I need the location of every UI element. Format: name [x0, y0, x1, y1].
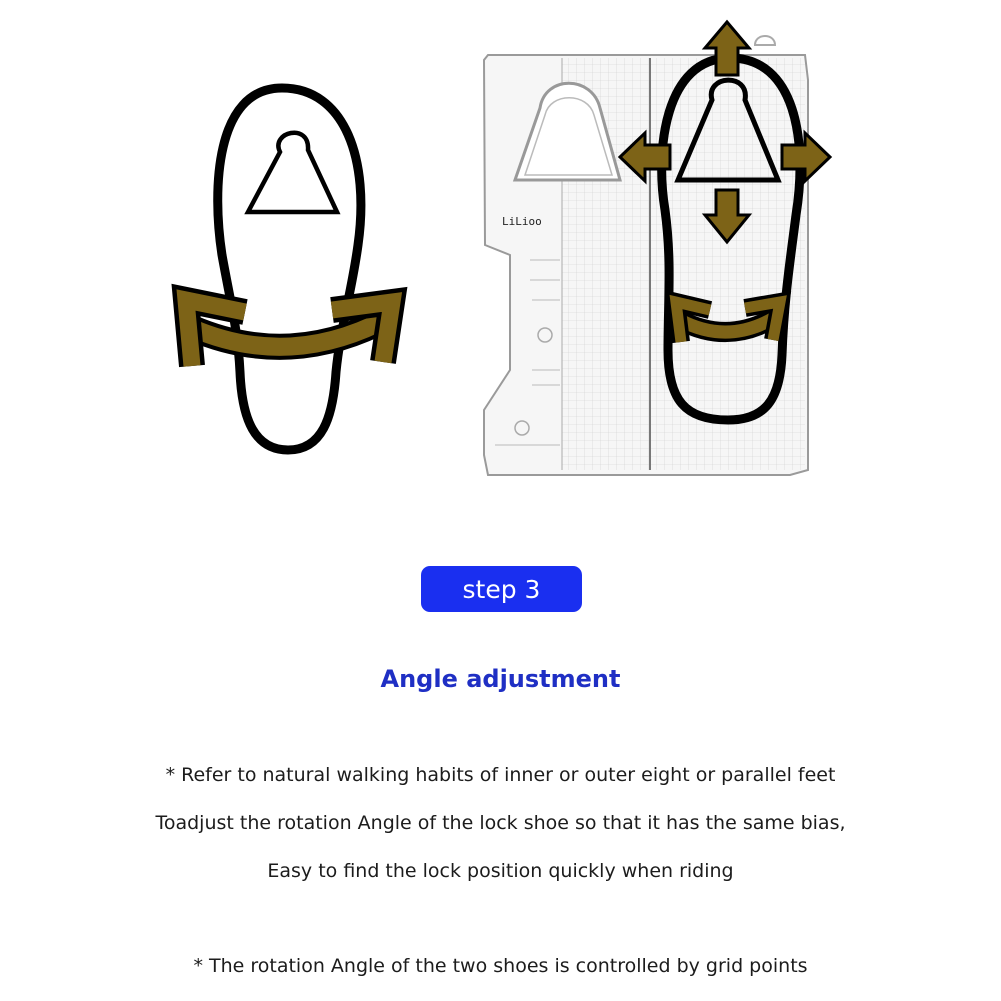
board-brand: LiLioo — [502, 215, 542, 228]
grid-note: * The rotation Angle of the two shoes is controlled by grid points — [193, 955, 808, 977]
section-heading: Angle adjustment — [380, 665, 621, 693]
step-badge — [421, 566, 582, 612]
description-line: Toadjust the rotation Angle of the lock shoe so that it has the same bias, — [155, 812, 846, 834]
description-line: * Refer to natural walking habits of inner or outer eight or parallel feet — [165, 764, 836, 786]
step-label: step 3 — [462, 574, 541, 604]
description-line: Easy to find the lock position quickly when riding — [267, 860, 734, 882]
